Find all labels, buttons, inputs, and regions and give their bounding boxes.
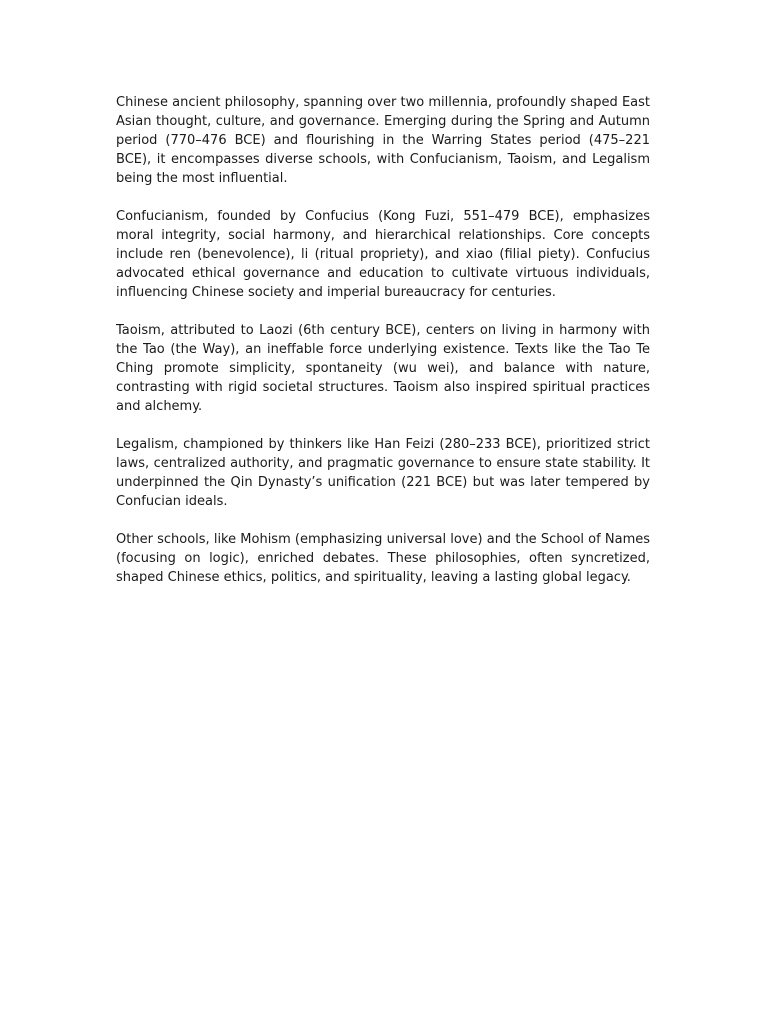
document-body <box>116 93 650 587</box>
paragraph-intro: Chinese ancient philosophy, spanning over two millennia, profoundly shaped East Asian thought, culture, and governance. Emerging during the Spring and Autumn period (770–476 BCE) and flourishing in the Warring States period (475–221 BCE), it encompasses diverse schools, with Confucianism, Taoism, and Legalism being the most influential. <box>116 95 650 186</box>
paragraph-confucianism: Confucianism, founded by Confucius (Kong Fuzi, 551–479 BCE), emphasizes moral integrity, social harmony, and hierarchical relationships. Core concepts include ren (benevolence), li (ritual propriety), and xiao (filial piety). Confucius advocated ethical governance and education to cultivate virtuous individuals, influencing Chinese society and imperial bureaucracy for centuries. <box>116 209 650 300</box>
paragraph-legalism: Legalism, championed by thinkers like Han Feizi (280–233 BCE), prioritized strict laws, centralized authority, and pragmatic governance to ensure state stability. It underpinned the Qin Dynasty’s unification (221 BCE) but was later tempered by Confucian ideals. <box>116 437 650 509</box>
paragraph-taoism: Taoism, attributed to Laozi (6th century BCE), centers on living in harmony with the Tao (the Way), an ineffable force underlying existence. Texts like the Tao Te Ching promote simplicity, spontaneity (wu wei), and balance with nature, contrasting with rigid societal structures. Taoism also inspired spiritual practices and alchemy. <box>116 323 650 414</box>
paragraph-other-schools: Other schools, like Mohism (emphasizing universal love) and the School of Names (focusing on logic), enriched debates. These philosophies, often syncretized, shaped Chinese ethics, politics, and spirituality, leaving a lasting global legacy. <box>116 532 650 585</box>
